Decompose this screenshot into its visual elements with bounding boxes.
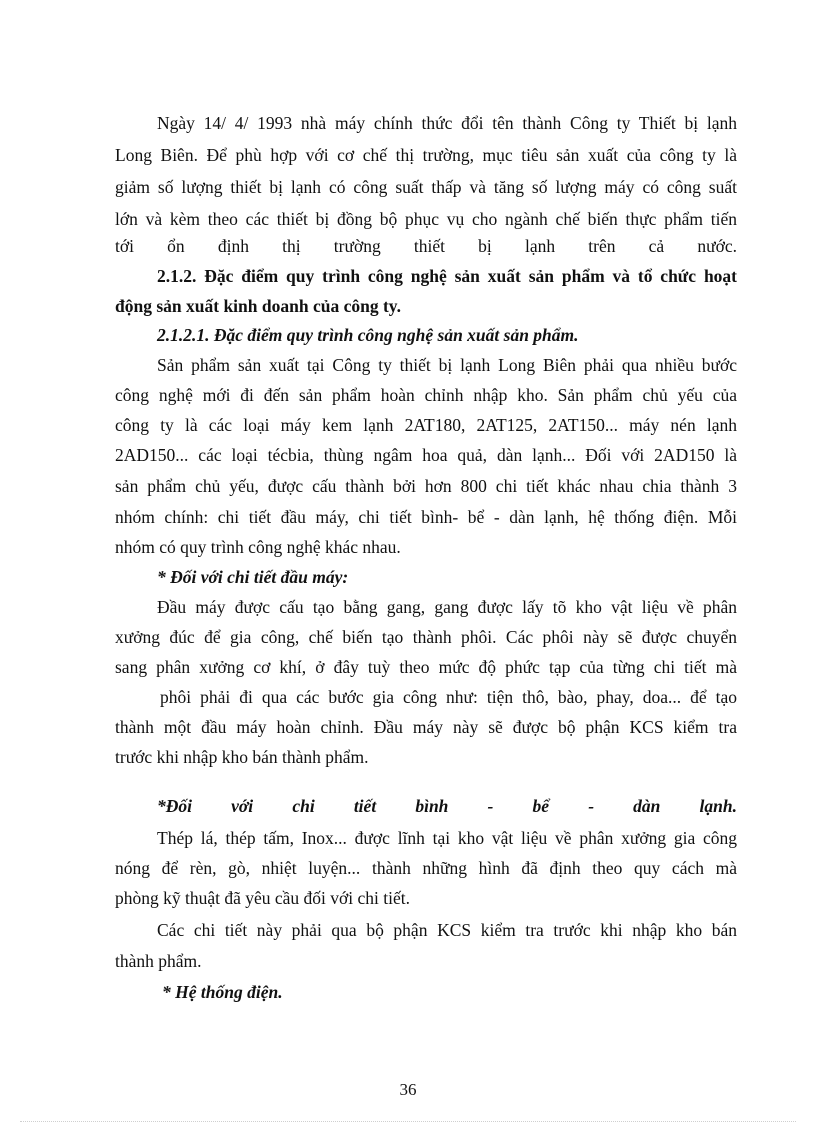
paragraph-line: xưởng đúc để gia công, chế biến tạo thành phôi. Các phôi này sẽ được chuyển xyxy=(115,627,737,647)
paragraph-line: công nghệ mới đi đến sản phẩm hoàn chỉnh nhập kho. Sản phẩm chủ yếu của xyxy=(115,385,737,405)
paragraph-line: thành một đầu máy hoàn chỉnh. Đầu máy này sẽ được bộ phận KCS kiểm tra xyxy=(115,717,737,737)
section-heading-cont: động sản xuất kinh doanh của công ty. xyxy=(115,296,401,316)
paragraph-line: tới ổn định thị trường thiết bị lạnh trên cả nước. xyxy=(115,236,737,256)
paragraph-line: nóng để rèn, gò, nhiệt luyện... thành những hình đã định theo quy cách mà xyxy=(115,858,737,878)
paragraph-line: Ngày 14/ 4/ 1993 nhà máy chính thức đổi tên thành Công ty Thiết bị lạnh xyxy=(157,113,737,133)
section-heading: 2.1.2. Đặc điểm quy trình công nghệ sản xuất sản phẩm và tổ chức hoạt xyxy=(157,266,737,286)
subsection-heading: 2.1.2.1. Đặc điểm quy trình công nghệ sản xuất sản phẩm. xyxy=(157,325,579,345)
paragraph-line: lớn và kèm theo các thiết bị đồng bộ phục vụ cho ngành chế biến thực phẩm tiến xyxy=(115,209,737,229)
paragraph-line: Các chi tiết này phải qua bộ phận KCS kiểm tra trước khi nhập kho bán xyxy=(157,920,737,940)
item-heading: *Đối với chi tiết bình - bể - dàn lạnh. xyxy=(157,796,737,816)
paragraph-line: giảm số lượng thiết bị lạnh có công suất thấp và tăng số lượng máy có công suất xyxy=(115,177,737,197)
paragraph-line: Đầu máy được cấu tạo bằng gang, gang được lấy tõ kho vật liệu về phân xyxy=(157,597,737,617)
paragraph-line: trước khi nhập kho bán thành phẩm. xyxy=(115,747,369,767)
paragraph-line: phôi phải đi qua các bước gia công như: tiện thô, bào, phay, doa... để tạo xyxy=(160,687,737,707)
footer-divider xyxy=(20,1121,796,1122)
item-heading: * Đối với chi tiết đầu máy: xyxy=(157,567,349,587)
paragraph-line: công ty là các loại máy kem lạnh 2AT180, 2AT125, 2AT150... máy nén lạnh xyxy=(115,415,737,435)
page-number: 36 xyxy=(399,1080,417,1099)
paragraph-line: Thép lá, thép tấm, Inox... được lĩnh tại kho vật liệu về phân xưởng gia công xyxy=(157,828,737,848)
paragraph-line: thành phẩm. xyxy=(115,951,202,971)
paragraph-line: 2AD150... các loại técbia, thùng ngâm hoa quả, dàn lạnh... Đối với 2AD150 là xyxy=(115,445,737,465)
paragraph-line: Sản phẩm sản xuất tại Công ty thiết bị lạnh Long Biên phải qua nhiều bước xyxy=(157,355,737,375)
paragraph-line: nhóm có quy trình công nghệ khác nhau. xyxy=(115,537,401,557)
paragraph-line: phòng kỹ thuật đã yêu cầu đối với chi tiết. xyxy=(115,888,411,908)
item-heading: * Hệ thống điện. xyxy=(162,982,283,1002)
paragraph-line: Long Biên. Để phù hợp với cơ chế thị trường, mục tiêu sản xuất của công ty là xyxy=(115,145,737,165)
paragraph-line: sản phẩm chủ yếu, được cấu thành bởi hơn 800 chi tiết khác nhau chia thành 3 xyxy=(115,476,737,496)
paragraph-line: sang phân xưởng cơ khí, ở đây tuỳ theo mức độ phức tạp của từng chi tiết mà xyxy=(115,657,737,677)
paragraph-line: nhóm chính: chi tiết đầu máy, chi tiết bình- bể - dàn lạnh, hệ thống điện. Mỗi xyxy=(115,507,737,527)
